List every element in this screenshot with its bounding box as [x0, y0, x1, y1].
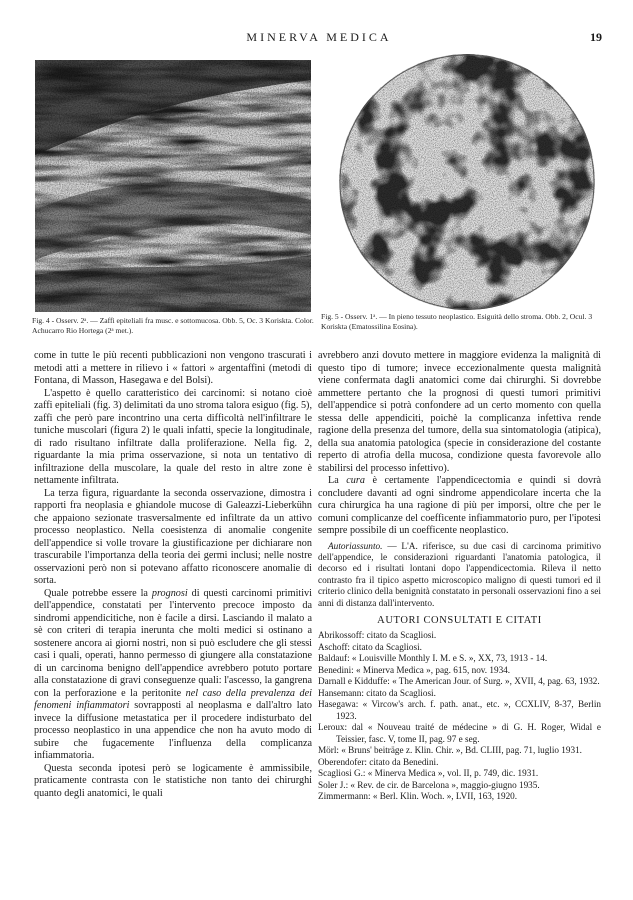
- figure-5-micrograph: [339, 54, 595, 310]
- left-paragraph-5: Questa seconda ipotesi però se logicamente è ammissibile, praticamente contrasta con le statistiche non tanto dei chirurghi quanto degli anatomici, le quali: [34, 762, 312, 799]
- right-column: [318, 350, 601, 803]
- figure-4-caption: Fig. 4 - Osserv. 2ᵃ. — Zaffi epiteliali fra musc. e sottomucosa. Obb. 5, Oc. 3 Koriskta. Color. Achucarro Rio Hortega (2ᵃ met.).: [32, 316, 314, 335]
- left-paragraph-3: La terza figura, riguardante la seconda osservazione, dimostra i rapporti fra neoplasia e ghiandole mucose di Galeazzi-Lieberkühn che appaiono sezionate trasversalmente ed infiltrate da un attivo processo neoplastico. Nella coesistenza di anomalie congenite dell'appendice si volle trovare la giustificazione per dichiarare non trascurabile l'importanza della teoria dei germi inclusi; nelle nostre osservazioni però non si potevano affatto riconoscere anomalie di sorta.: [34, 487, 312, 586]
- prognosis-intro: Quale potrebbe essere la: [44, 587, 152, 599]
- cure-body: è certamente l'appendicectomia e quindi si dovrà concludere davanti ad ogni sindrome appendicolare incerta che la cura chirurgica ha una ragione di più per imporsi, oltre che per le comuni complicanze del coefficente infiammatorio puro, per l'ipotesi sempre possibile di un coefficente neoplastico.: [318, 475, 601, 536]
- reference-item: Zimmermann: « Berl. Klin. Woch. », LVII, 163, 1920.: [318, 791, 518, 802]
- reference-item: Aschoff: citato da Scagliosi.: [318, 641, 422, 652]
- reference-item: Darnall e Kidduffe: « The American Jour. of Surg. », XVII, 4, pag. 63, 1932.: [318, 676, 600, 687]
- left-column: [34, 350, 312, 800]
- reference-item: Mörl: « Bruns' beiträge z. Klin. Chir. », Bd. CLIII, pag. 71, luglio 1931.: [318, 745, 582, 756]
- cure-intro: La: [328, 475, 347, 486]
- left-paragraph-1: come in tutte le più recenti pubblicazioni non vengono trascurati i metodi atti a mettere in rilievo i « fattori » argentaffini (metodi di Fontana, di Masson, Hasegawa e del Bolsi).: [34, 350, 312, 386]
- cure-term: cura: [346, 475, 365, 486]
- page-header: [36, 30, 602, 46]
- prognosis-term: prognosi: [151, 587, 188, 599]
- figure-4: [32, 60, 314, 350]
- reference-item: Oberendofer: citato da Benedini.: [318, 756, 439, 767]
- abstract: [318, 542, 601, 610]
- prognosis-end: sovrapposti al neoplasma e dall'altro lato invece la diffusione metastatica per il procedere indisturbato del processo neoplastico in una appendice che non ha avuto modo di subire che fugacemente l'influenza della complicanza infiammatoria.: [34, 700, 312, 761]
- reference-item: Baldauf: « Louisville Monthly I. M. e S. », XX, 73, 1913 - 14.: [318, 653, 548, 664]
- figure-4-micrograph: [35, 60, 311, 312]
- reference-item: Abrikossoff: citato da Scagliosi.: [318, 630, 437, 641]
- journal-title: MINERVA MEDICA: [246, 30, 392, 44]
- figure-5: [321, 50, 619, 350]
- left-paragraph-2: L'aspetto è quello caratteristico dei carcinomi: si notano cioè zaffi epiteliali (fig. 3) delimitati da uno stroma talora esiguo (fig. 5), zaffi che però pare incontrino una certa difficoltà nell'infiltrare le tuniche muscolari (figura 2) le quali infatti, specie la longitudinale, di rado risultano infiltrate dalla proliferazione. Nella fig. 2, riguardante la mia prima osservazione, si nota un tentativo di infiltrazione della muscolare, la quale del resto in altre zone è nettamente infiltrata.: [34, 387, 312, 486]
- reference-item: Hasegawa: « Vircow's arch. f. path. anat., etc. », CCXLIV, 8-37, Berlin 1923.: [318, 699, 601, 721]
- reference-item: Leroux: dal « Nouveau traité de médecine » di G. H. Roger, Widal e Teissier, fasc. V, tome II, pag. 97 e seg.: [318, 722, 601, 744]
- page-number: 19: [590, 30, 602, 44]
- abstract-label: Autoriassunto.: [328, 541, 383, 552]
- figure-5-caption: Fig. 5 - Osserv. 1ᵃ. — In pieno tessuto neoplastico. Esiguità dello stroma. Obb. 2, Ocul. 3 Koriskta (Ematossilina Eosina).: [321, 312, 593, 331]
- references-title: AUTORI CONSULTATI E CITATI: [377, 614, 542, 626]
- inflammation-emphasis: nel caso della prevalenza dei fenomeni infiammatori: [34, 687, 312, 711]
- reference-item: Hansemann: citato da Scagliosi.: [318, 687, 436, 698]
- reference-item: Benedini: « Minerva Medica », pag. 615, nov. 1934.: [318, 664, 511, 675]
- prognosis-body: di questi carcinomi primitivi dell'appendice, constatati per l'intervento precoce imposto da sindromi appendicitiche, non è facile a dirsi. Lasciando il malato a sè con criteri di terapia inerunta che molti medici si ostinano a sostenere ancora ai giorni nostri, non si può escludere che gli stessi casi i quali, operati, hanno permesso di giungere alla constatazione di un carcinoma benigno dell'appendice avrebbero potuto portare alla constatazione di gravi conseguenze quali: l'ascesso, la gangrena con la perforazione e la peritonite: [34, 587, 312, 699]
- abstract-text: — L'A. riferisce, su due casi di carcinoma primitivo dell'appendice, le considerazioni riguardanti l'anatomia patologica, il decorso ed i risultati lontani dopo l'appendicectomia. Rileva il netto contrasto fra il tipico aspetto microscopico maligno di questi tumori ed il criterio clinico della benignità constatato in personali osservazioni fino a sei anni di distanza dall'intervento.: [318, 541, 601, 609]
- left-paragraph-4: [34, 588, 312, 763]
- right-paragraph-2: [318, 475, 601, 538]
- references-list: [318, 630, 601, 803]
- reference-item: Soler J.: « Rev. de cir. de Barcelona », maggio-giugno 1935.: [318, 779, 540, 790]
- reference-item: Scagliosi G.: « Minerva Medica », vol. II, p. 749, dic. 1931.: [318, 768, 539, 779]
- right-paragraph-1: avrebbero anzi dovuto mettere in maggiore evidenza la malignità di questo tipo di tumore; invece eccezionalmente questa malignità viene confermata dagli anatomici come dai chirurghi. Si dovrebbe ammettere pertanto che la prognosi di questi tumori primitivi dell'appendice si potrà confondere ad un certo momento con quella stessa delle appendiciti, poichè la complicanza infettiva rende ragione della presenza del tumore, della sua sintomatologia (atipica), della sua anatomia patologica (specie in considerazione del costante reperto di atrofia della mucosa, condizione questa favorevole allo stabilirsi del processo infettivo).: [318, 350, 601, 474]
